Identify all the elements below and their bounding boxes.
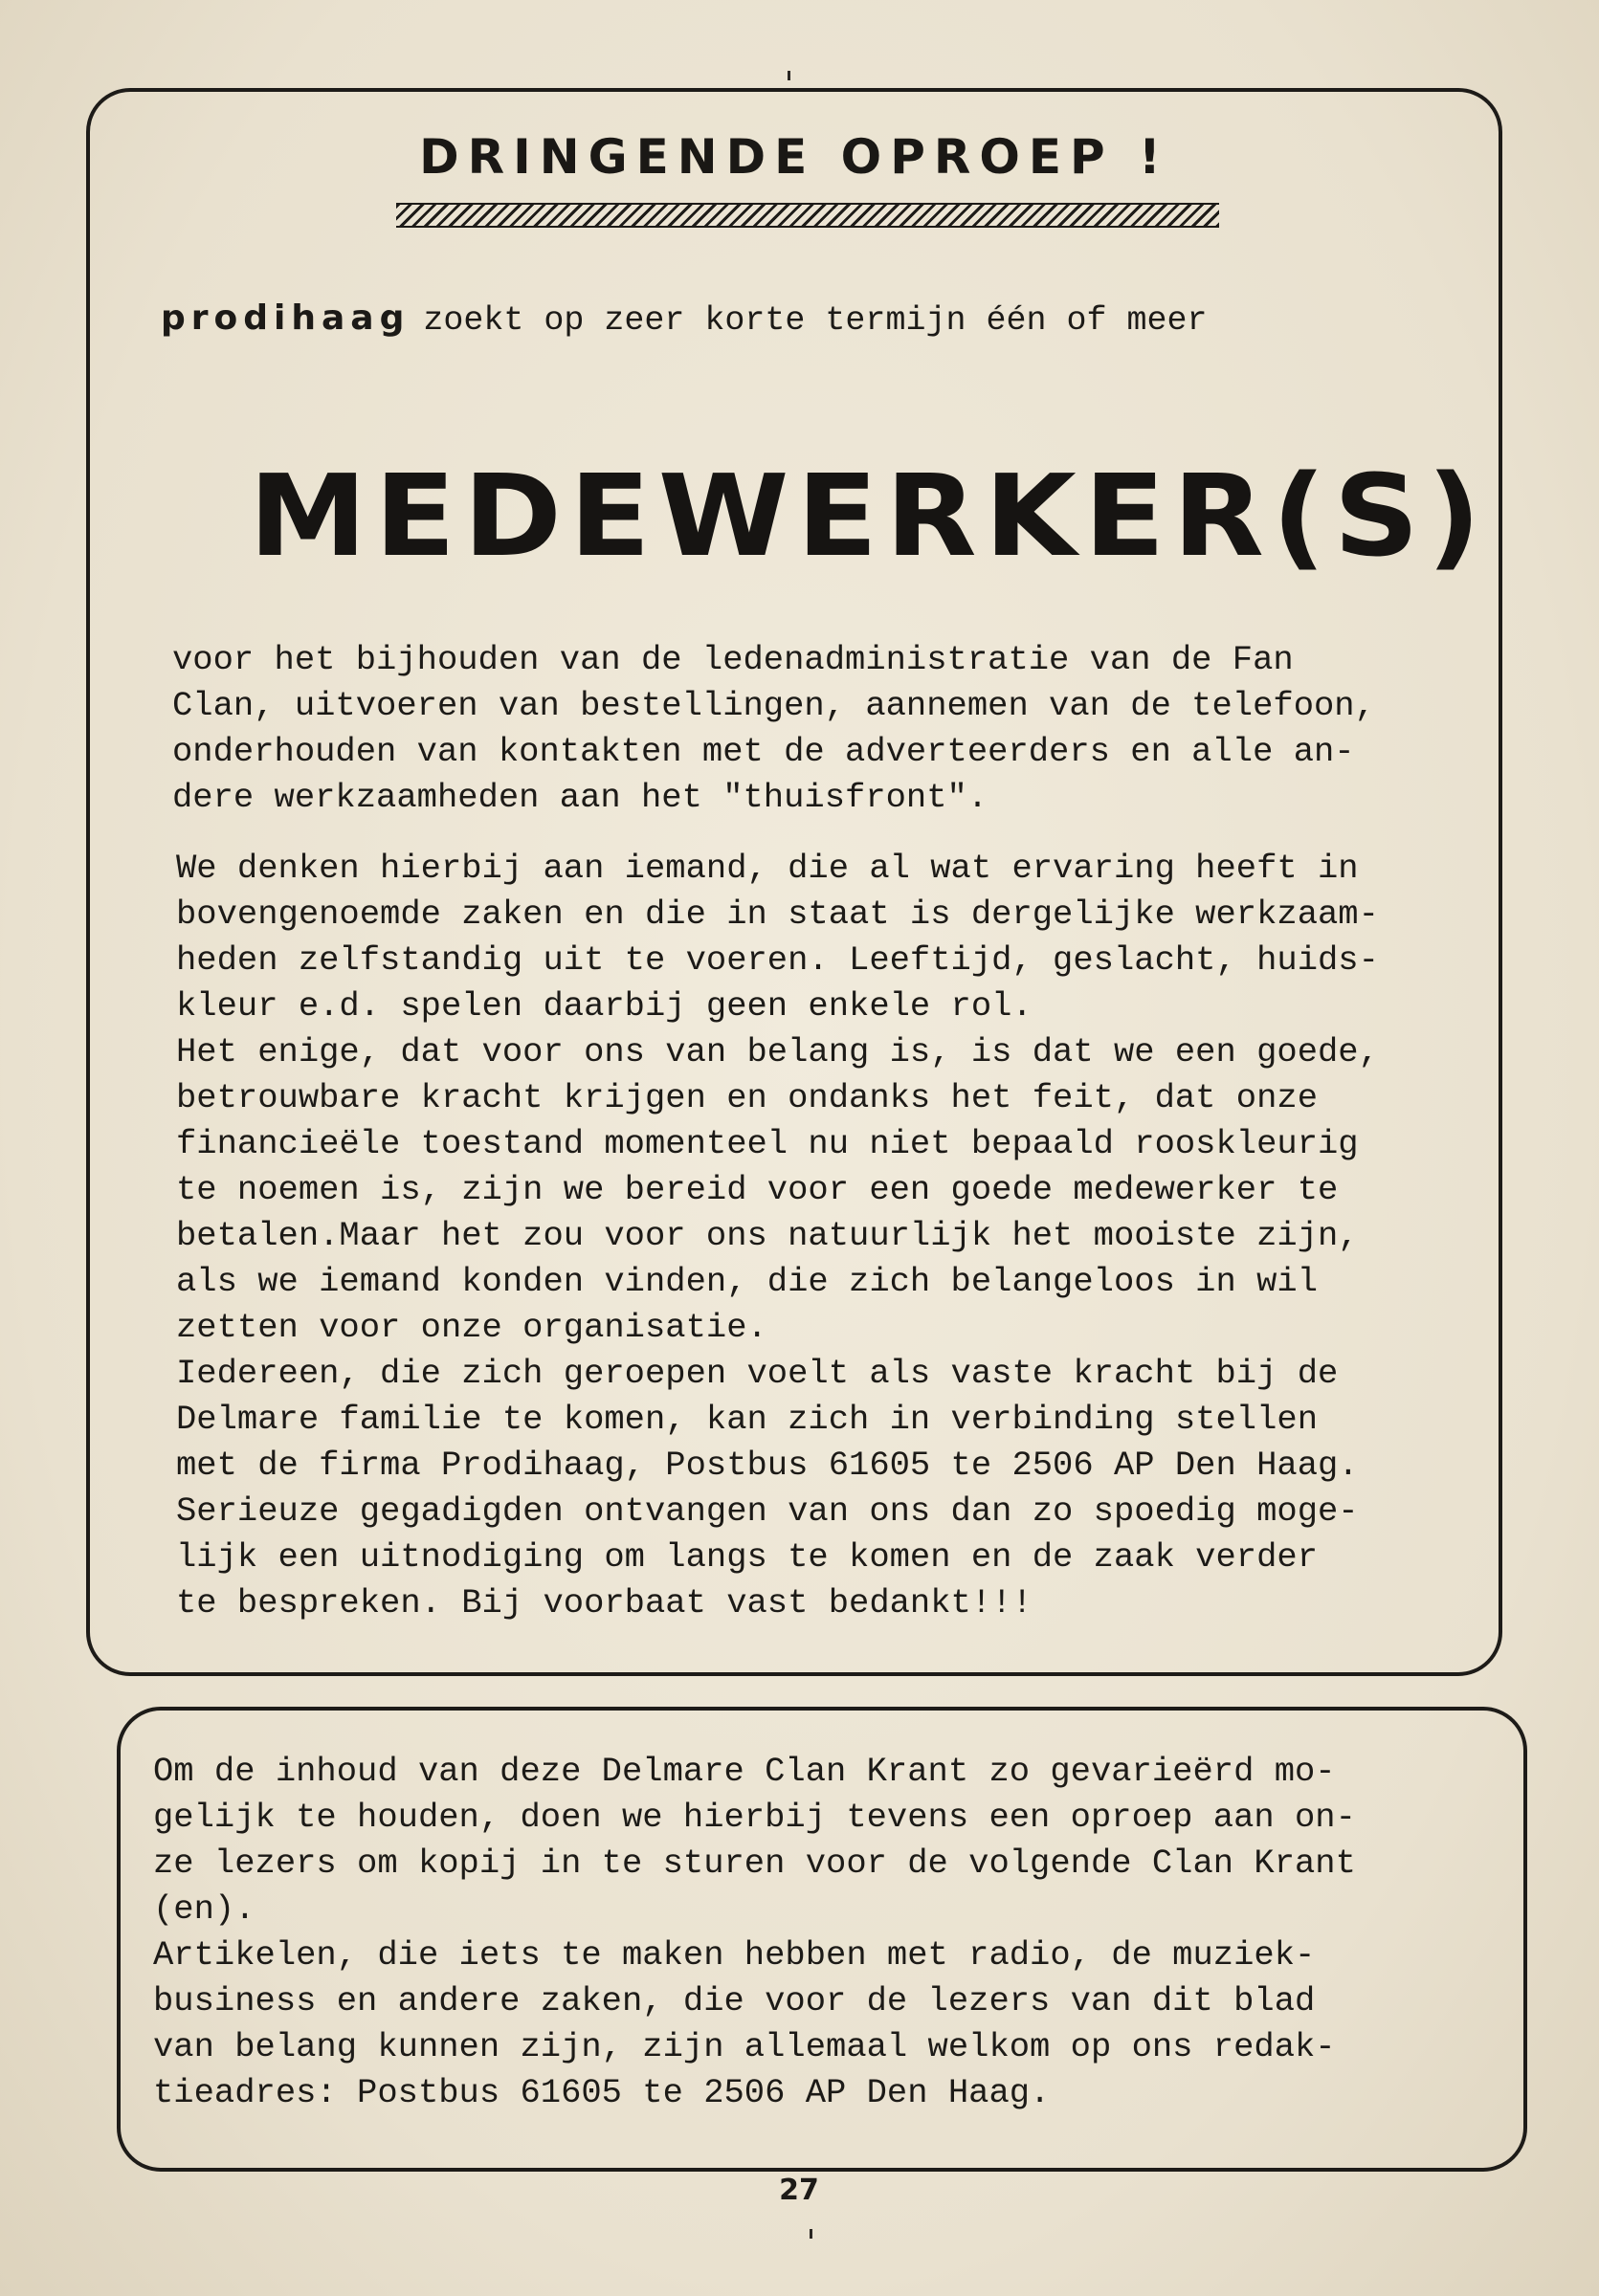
notice-paragraph-1: voor het bijhouden van de ledenadministratie van de Fan Clan, uitvoeren van bestellingen, aannemen van de telefoon, onderhouden van kontakten met de adverteerders en alle an- dere werkzaamheden aan het "thuisfront". <box>172 640 1375 817</box>
notice-heading: DRINGENDE OPROEP ! <box>419 129 1169 185</box>
brand-name: prodihaag <box>161 298 411 338</box>
notice-paragraph-2: We denken hierbij aan iemand, die al wat ervaring heeft in bovengenoemde zaken en die in staat is dergelijke werkzaam- heden zelfstandig uit te voeren. Leeftijd, geslacht, huids- kleur e.d. spelen daarbij geen enkele rol. Het enige, dat voor ons van belang is, is dat we een goede, betrouwbare kracht krijgen en ondanks het feit, dat onze financieële toestand momenteel nu niet bepaald rooskleurig te noemen is, zijn we bereid voor een goede medewerker te betalen.Maar het zou voor ons natuurlijk het mooiste zijn, als we iemand konden vinden, die zich belangeloos in wil zetten voor onze organisatie. Iedereen, die zich geroepen voelt als vaste kracht bij de Delmare familie te komen, kan zich in verbinding stellen met de firma Prodihaag, Postbus 61605 te 2506 AP Den Haag. Serieuze gegadigden ontvangen van ons dan zo spoedig moge- lijk een uitnodiging om langs te komen en de zaak verder te bespreken. Bij voorbaat vast bedankt!!! <box>176 849 1379 1623</box>
binding-mark <box>810 2229 812 2239</box>
headline-medewerkers: MEDEWERKER(S) <box>249 451 1489 583</box>
notice-intro <box>161 298 1208 340</box>
heading-underline <box>396 203 1219 228</box>
binding-mark <box>788 71 790 80</box>
intro-text: zoekt op zeer korte termijn één of meer <box>423 301 1208 340</box>
page-number: 27 <box>779 2174 819 2207</box>
appeal-paragraph: Om de inhoud van deze Delmare Clan Krant zo gevarieërd mo- gelijk te houden, doen we hierbij tevens een oproep aan on- ze lezers om kopij in te sturen voor de volgende Clan Krant (en). Artikelen, die iets te maken hebben met radio, de muziek- business en andere zaken, die voor de lezers van dit blad van belang kunnen zijn, zijn allemaal welkom op ons redak- tieadres: Postbus 61605 te 2506 AP Den Haag. <box>153 1752 1356 2112</box>
